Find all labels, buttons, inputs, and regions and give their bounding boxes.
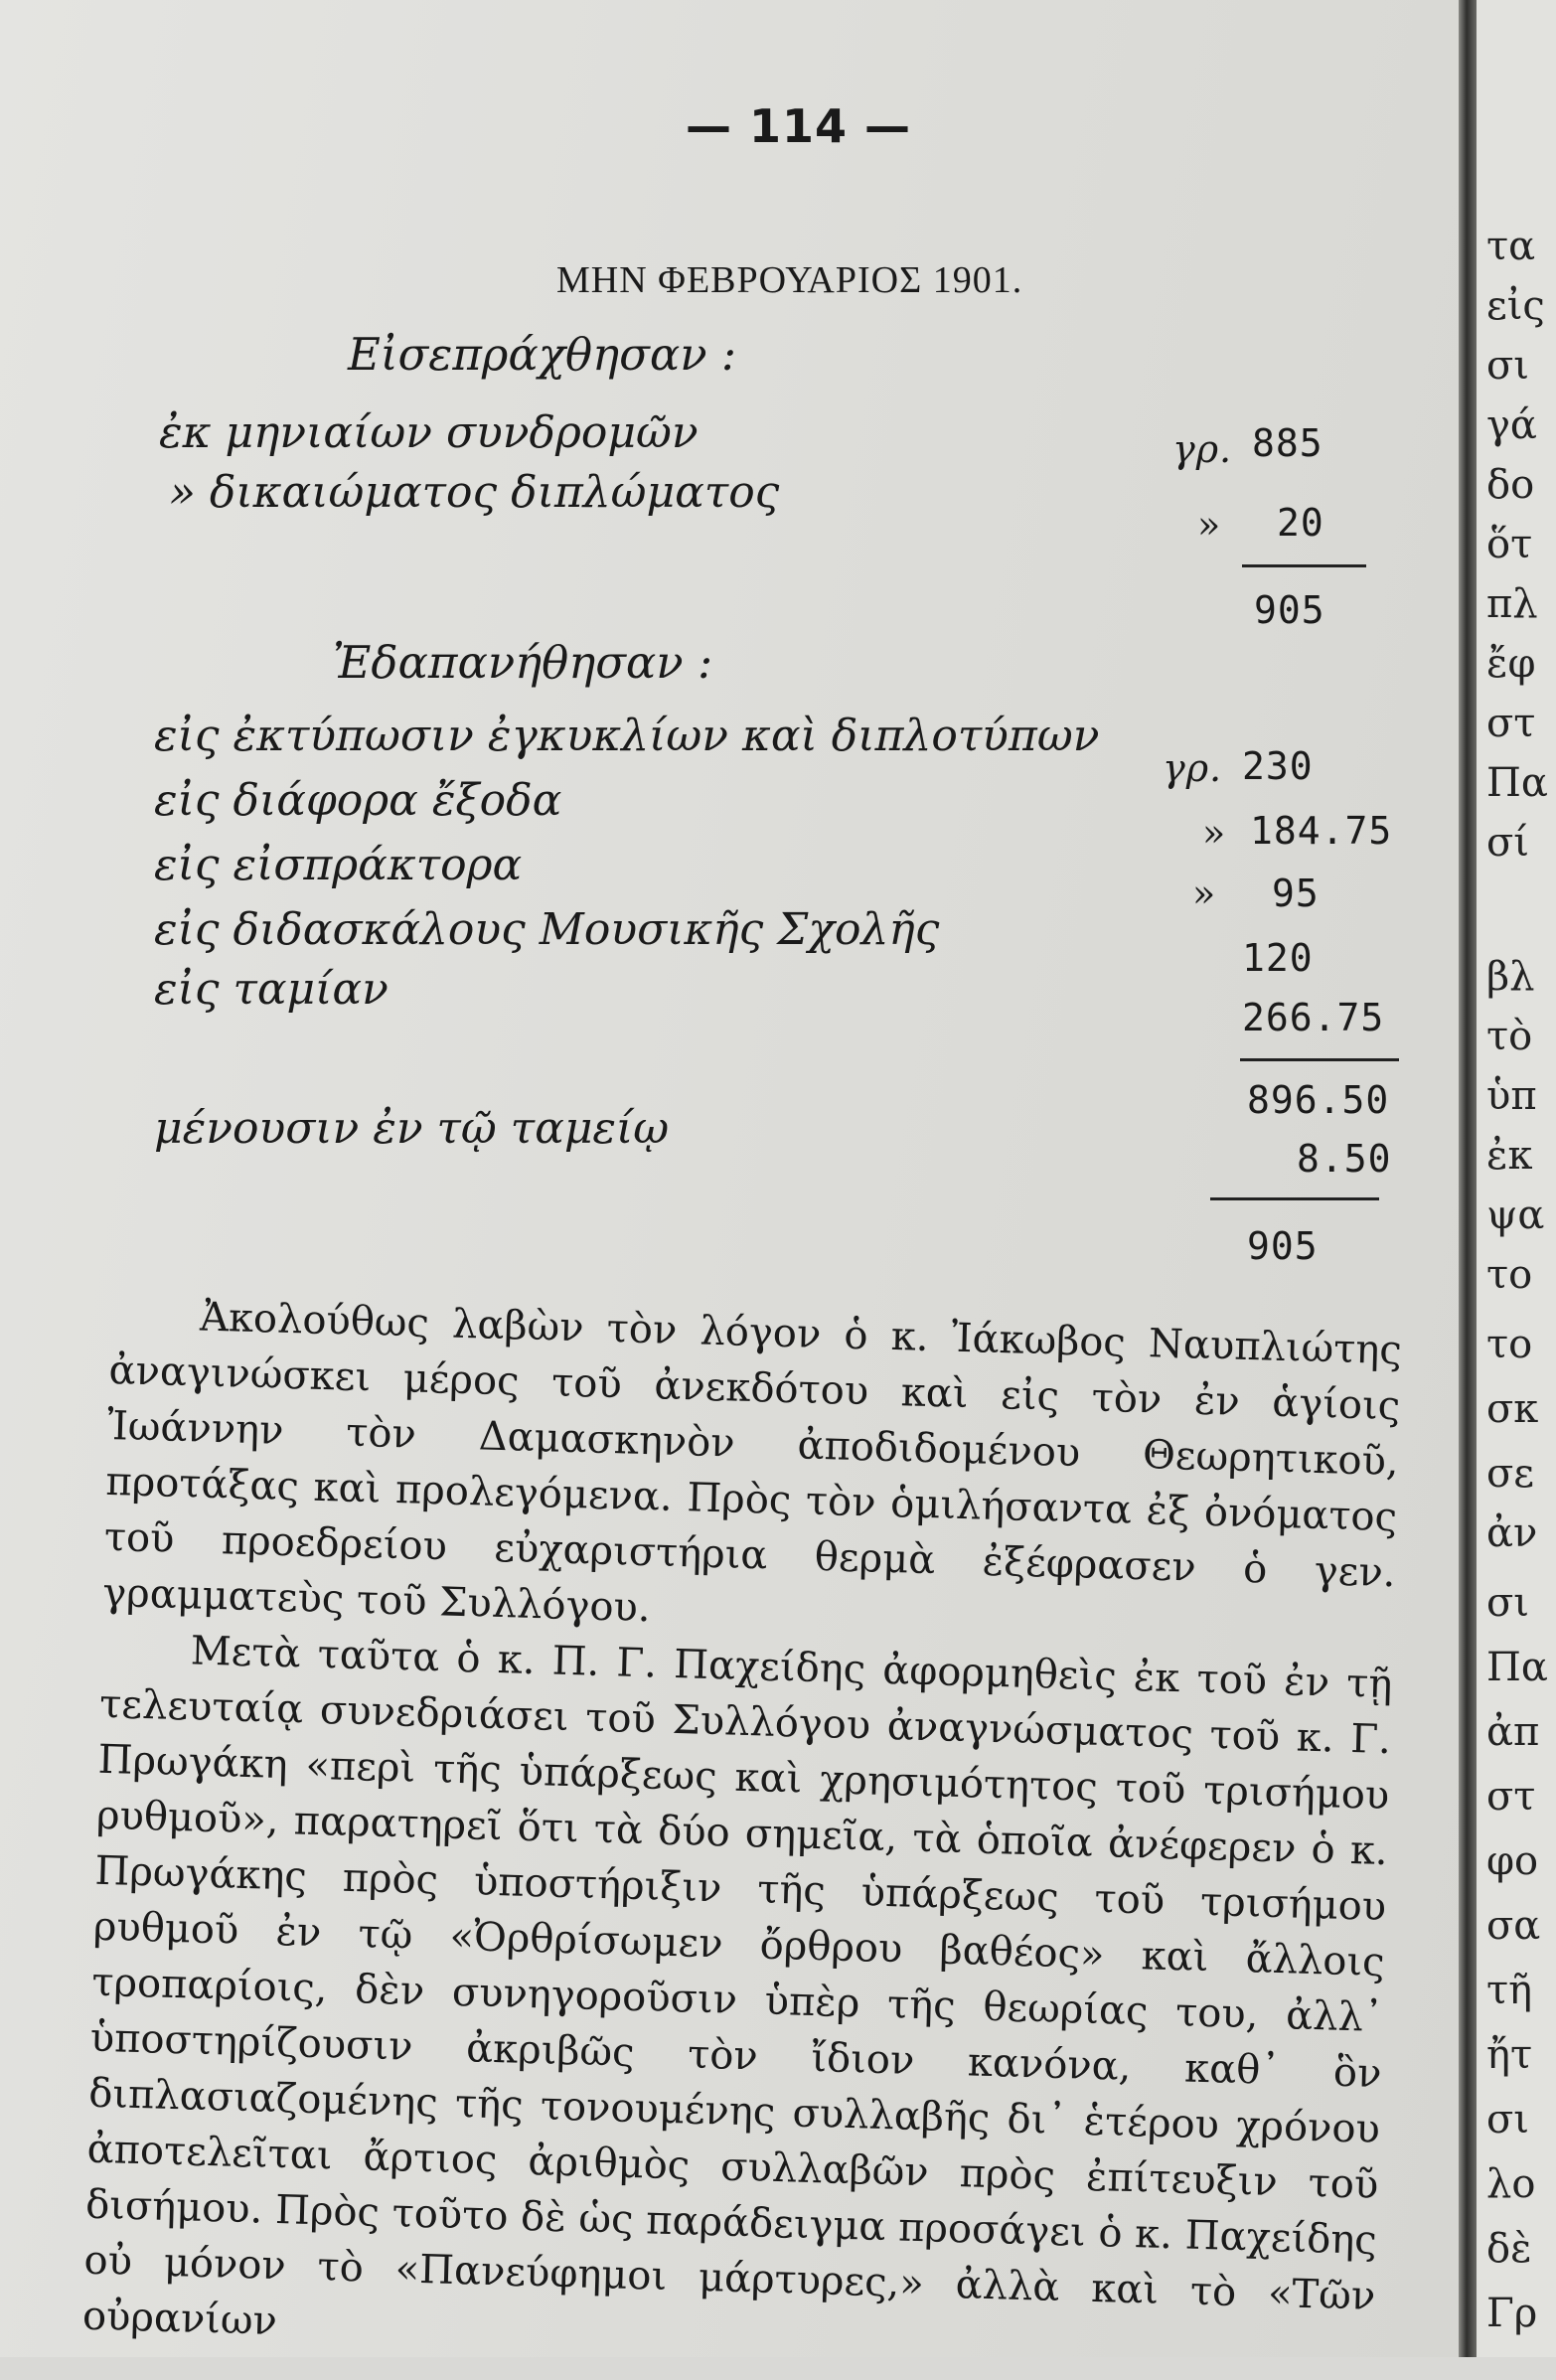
- expense-row-amount: 230: [1242, 744, 1314, 788]
- expenses-heading: Ἐδαπανήθησαν :: [333, 636, 713, 689]
- facing-page-fragment: σε: [1486, 1451, 1535, 1497]
- expense-row: [154, 964, 1401, 1039]
- expense-row-amount: 184.75: [1250, 809, 1393, 853]
- expense-row-label: εἰς ταμίαν: [154, 964, 389, 1015]
- expense-row: [154, 775, 1401, 855]
- facing-page-fragment: εἰς: [1486, 283, 1545, 329]
- minutes-text: [81, 1287, 1402, 2380]
- income-row-label: ἐκ μηνιαίων συνδρομῶν: [159, 407, 699, 458]
- expense-row-amount: 120: [1242, 936, 1314, 980]
- facing-page-fragment: ἔφ: [1486, 641, 1536, 687]
- facing-page-fragment: τα: [1486, 224, 1536, 269]
- expense-row: [154, 840, 1401, 915]
- facing-page-fragment: στ: [1486, 701, 1536, 746]
- facing-page-fragment: σι: [1486, 2097, 1529, 2142]
- facing-page-fragment: σα: [1486, 1903, 1541, 1949]
- ditto-mark: »: [1197, 503, 1222, 547]
- expense-row-label: εἰς διδασκάλους Μουσικῆς Σχολῆς: [154, 904, 940, 955]
- facing-page-fragment: ὑπ: [1486, 1073, 1537, 1119]
- facing-page-fragment: δὲ: [1486, 2226, 1532, 2272]
- facing-page-fragment: λο: [1486, 2161, 1536, 2207]
- balance-row: [154, 1093, 1401, 1181]
- facing-page-fragment: σκ: [1486, 1386, 1539, 1432]
- page-number: — 114 —: [686, 99, 912, 153]
- facing-page-fragment: πλ: [1486, 581, 1538, 627]
- facing-page-fragment: γά: [1486, 402, 1537, 448]
- paragraph: Ἀκολούθως λαβὼν τὸν λόγον ὁ κ. Ἰάκωβος Ναυπλιώτης ἀναγινώσκει μέρος τοῦ ἀνεκδότου καὶ εἰς τὸν ἐν ἁγίοις Ἰωάννην τὸν Δαμασκηνὸν ἀποδιδομένου Θεωρητικοῦ, προτάξας καὶ προλεγόμενα. Πρὸς τὸν ὁμιλήσαντα ἐξ ὀνόματος τοῦ προεδρείου εὐχαριστήρια θερμὰ ἐξέφρασεν ὁ γεν. γραμματεὺς τοῦ Συλλόγου.: [101, 1294, 1403, 1632]
- paragraph: Μετὰ ταῦτα ὁ κ. Π. Γ. Παχείδης ἀφορμηθεὶς ἐκ τοῦ ἐν τῇ τελευταίᾳ συνεδριάσει τοῦ Συλλόγου ἀναγνώσματος τοῦ κ. Γ. Πρωγάκη «περὶ τῆς ὑπάρξεως καὶ χρησιμότητος τοῦ τρισήμου ρυθμοῦ», παρατηρεῖ ὅτι τὰ δύο σημεῖα, τὰ ὁποῖα ἀνέφερεν ὁ κ. Πρωγάκης πρὸς ὑποστήριξιν τῆς ὑπάρξεως τοῦ τρισήμου ρυθμοῦ ἐν τῷ «Ὀρθρίσωμεν ὄρθρου βαθέος» καὶ ἄλλοις τροπαρίοις, δὲν συνηγοροῦσιν ὑπὲρ τῆς θεωρίας του, ἀλλ᾽ ὑποστηρίζουσιν ἀκριβῶς τὸν ἴδιον κανόνα, καθ᾽ ὃν διπλασιαζομένης τῆς τονουμένης συλλαβῆς δι᾽ ἑτέρου χρόνου ἀποτελεῖται ἄρτιος ἀριθμὸς συλλαβῶν πρὸς ἐπίτευξιν τοῦ δισήμου. Πρὸς τοῦτο δὲ ὡς παράδειγμα προσάγει ὁ κ. Παχείδης οὐ μόνον τὸ «Πανεύφημοι μάρτυρες,» ἀλλὰ καὶ τὸ «Τῶν οὐρανίων: [81, 1628, 1393, 2345]
- expense-row-label: εἰς εἰσπράκτορα: [154, 840, 523, 890]
- facing-page-fragment: τὸ: [1486, 1014, 1533, 1059]
- sum-rule: [1242, 564, 1366, 567]
- facing-page-edge: [1477, 0, 1556, 2357]
- balance-amount: 8.50: [1297, 1137, 1392, 1181]
- sum-rule: [1240, 1058, 1399, 1061]
- report-title: ΜΗΝ ΦΕΒΡΟΥΑΡΙΟΣ 1901.: [556, 259, 1023, 301]
- expense-subtotal: 896.50: [1247, 1078, 1390, 1122]
- facing-page-fragment: σί: [1486, 820, 1529, 866]
- expense-row-amount: 266.75: [1242, 996, 1385, 1039]
- facing-page-fragment: δο: [1486, 462, 1535, 508]
- income-row-amount: 885: [1252, 421, 1323, 465]
- income-row: [159, 467, 1401, 547]
- ditto-mark: »: [1202, 811, 1227, 855]
- expense-row: [154, 904, 1401, 980]
- facing-page-fragment: Πα: [1486, 760, 1548, 806]
- facing-page-fragment: ψα: [1486, 1192, 1545, 1238]
- facing-page-fragment: στ: [1486, 1774, 1536, 1820]
- expense-row: [154, 711, 1401, 790]
- ditto-mark: »: [1192, 872, 1217, 915]
- sum-rule: [1210, 1197, 1379, 1200]
- book-gutter: [1459, 0, 1477, 2357]
- facing-page-fragment: ἀπ: [1486, 1709, 1540, 1755]
- facing-page-fragment: Γρ: [1486, 2291, 1538, 2336]
- facing-page-fragment: σι: [1486, 1580, 1529, 1626]
- facing-page-fragment: το: [1486, 1252, 1533, 1298]
- expense-row-label: εἰς ἐκτύπωσιν ἐγκυκλίων καὶ διπλοτύπων: [154, 711, 1100, 761]
- facing-page-fragment: Πα: [1486, 1645, 1548, 1690]
- income-row-amount: 20: [1277, 501, 1324, 545]
- facing-page-fragment: ἀν: [1486, 1510, 1538, 1556]
- income-row-label: » δικαιώματος διπλώματος: [169, 467, 780, 518]
- balance-label: μένουσιν ἐν τῷ ταμείῳ: [154, 1103, 670, 1154]
- expense-total: 905: [1247, 1224, 1319, 1268]
- facing-page-fragment: το: [1486, 1322, 1533, 1367]
- facing-page-fragment: φο: [1486, 1838, 1539, 1884]
- expense-row-label: εἰς διάφορα ἔξοδα: [154, 775, 562, 826]
- facing-page-fragment: ἐκ: [1486, 1133, 1533, 1179]
- currency-mark: γρ.: [1172, 427, 1233, 471]
- facing-page-fragment: σι: [1486, 343, 1529, 389]
- facing-page-fragment: ἤτ: [1486, 2032, 1533, 2078]
- income-total: 905: [1254, 588, 1325, 632]
- income-row: [159, 407, 1401, 471]
- currency-mark: γρ.: [1163, 746, 1223, 790]
- income-heading: Εἰσεπράχθησαν :: [348, 328, 737, 381]
- expense-row-amount: 95: [1272, 872, 1320, 915]
- facing-page-fragment: τῆ: [1486, 1968, 1533, 2013]
- facing-page-fragment: ὅτ: [1486, 522, 1533, 567]
- facing-page-fragment: βλ: [1486, 954, 1535, 1000]
